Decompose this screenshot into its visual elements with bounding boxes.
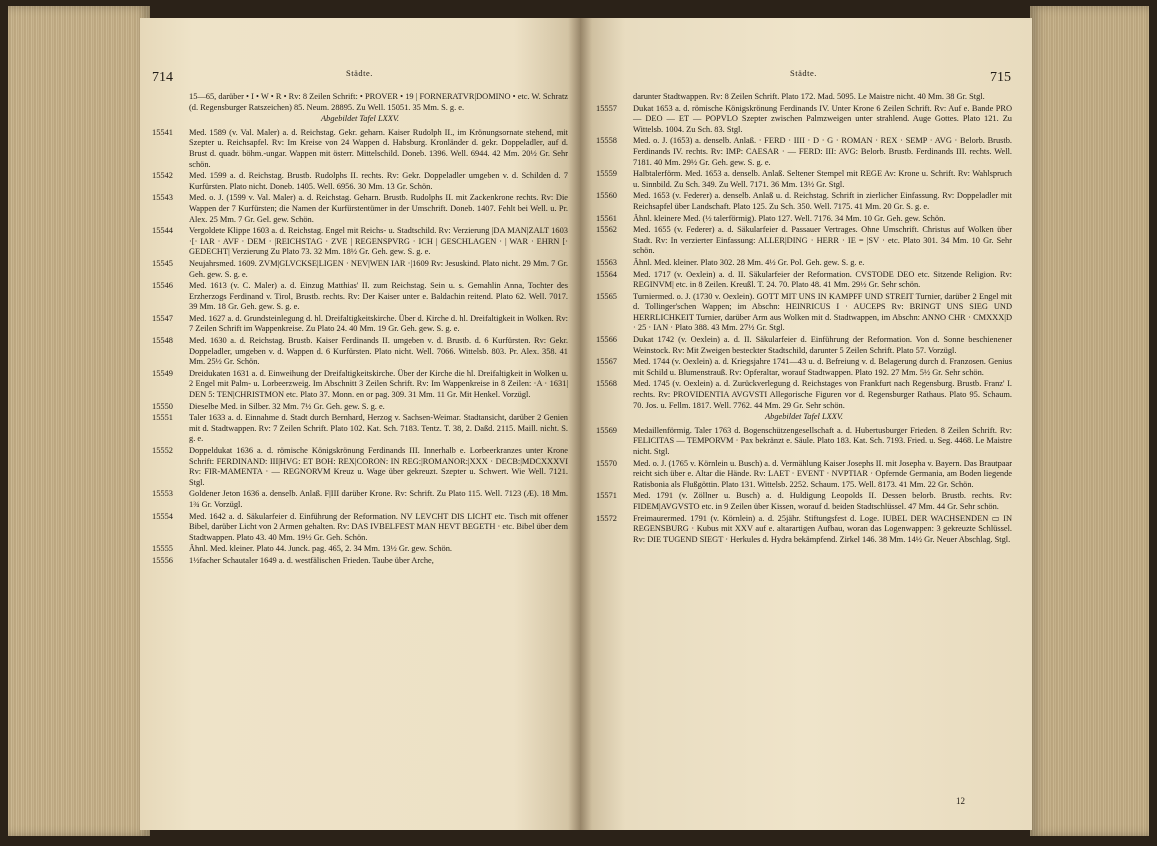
entry-number: 15565 (596, 291, 617, 301)
entry-text: Doppeldukat 1636 a. d. römische Königskrönung Ferdinands III. Innerhalb e. Lorbeerkranzes unter Krone Schrift: FERDINAND: III|HVG: ET BOH: REX|CORON: IN REG:|ROMANOR:|XXX · DECB:|MDCXXXVI Rv: FIR-MAMENTA · — REGNORVM Kreuz u. Wage über gekreuzt. Szepter u. Schwert. Wie Well. 7121. Stgl. (189, 446, 568, 487)
entry-number: 15562 (596, 225, 617, 235)
entry-text: Med. 1589 (v. Val. Maler) a. d. Reichstag. Gekr. geharn. Kaiser Rudolph II., im Krönungsornate stehend, mit Szepter u. Reichsapfel. Rv: Im Kreise von 24 Wappen d. Habsburg. Kronländer d. gekr. Doppeladler, auf d. Brust d. quadr. böhm.-ungar. Wappen mit österr. Mittelschild. Doneb. 1396. Well. 6944. 42 Mm. 20½ Gr. Sehr schön. (189, 127, 568, 169)
left-figure-ref: Abgebildet Tafel LXXV. (321, 114, 399, 124)
entry-number: 15541 (152, 127, 173, 137)
catalog-entry (596, 491, 1012, 512)
entry-number: 15550 (152, 401, 173, 411)
entry-number: 15544 (152, 226, 173, 236)
entry-number: 15564 (596, 269, 617, 279)
catalog-entry (152, 402, 568, 413)
catalog-entry (152, 556, 568, 567)
entry-number: 15556 (152, 555, 173, 565)
entry-text: Med. 1630 a. d. Reichstag. Brustb. Kaiser Ferdinands II. umgeben v. d. Brustb. d. 6 Kurfürsten. Rv: Gekr. Doppeladler, umgeben v. d. Wappen d. 6 Kurfürsten. Plato nicht. Well. 7066. Wittelsb. 803. Pr. Alex. 358. 41 Mm. 25½ Gr. Schön. (189, 336, 568, 367)
entry-number: 15570 (596, 458, 617, 468)
right-entries-a (596, 104, 1012, 412)
entry-text: 1½facher Schautaler 1649 a. d. westfälischen Frieden. Taube über Arche, (189, 555, 434, 565)
catalog-entry (152, 446, 568, 488)
entry-text: Med. 1717 (v. Oexlein) a. d. II. Säkularfeier der Reformation. CVSTODE DEO etc. Sitzende Religion. Rv: REGINVM| etc. in 8 Zeilen. Kreußl. T. 24. 70. Plato 48. 41 Mm. 29½ Gr. Sehr schön. (633, 269, 1012, 290)
entry-number: 15551 (152, 413, 173, 423)
entry-text: Goldener Jeton 1636 a. denselb. Anlaß. F|III darüber Krone. Rv: Schrift. Zu Plato 115. Well. 7123 (Æ). 18 Mm. 1¾ Gr. Vorzügl. (189, 489, 568, 509)
entry-number: 15558 (596, 136, 617, 146)
right-running-header: Städte. (790, 68, 817, 78)
entry-number: 15571 (596, 491, 617, 501)
catalog-entry (152, 544, 568, 555)
entry-text: Med. 1627 a. d. Grundsteinlegung d. hl. Dreifaltigkeitskirche. Über d. Kirche d. hl. Dreifaltigkeit in Wolken. Rv: 7 Zeilen Schrift im Wappenkreise. Zu Plato 24. 40 Mm. 19 Gr. Geh. gew. S. g. e. (189, 313, 568, 334)
right-figure-ref: Abgebildet Tafel LXXV. (765, 412, 843, 422)
catalog-entry (152, 171, 568, 192)
page-edges-right (1030, 6, 1149, 836)
catalog-entry (596, 379, 1012, 411)
catalog-entry (152, 489, 568, 510)
left-column (152, 92, 568, 568)
entry-number: 15549 (152, 368, 173, 378)
entry-number: 15552 (152, 446, 173, 455)
entry-number: 15569 (596, 425, 617, 435)
entry-text: Taler 1633 a. d. Einnahme d. Stadt durch Bernhard, Herzog v. Sachsen-Weimar. Stadtansicht, darüber 2 Genien mit d. Stadtwappen. Rv: 7 Zeilen Schrift. Plato 102. Kat. Sch. 7183. Tentz. T. 38, 2. Daßd. 2115. Maill. nicht. S. g. e. (189, 413, 568, 444)
catalog-entry (596, 104, 1012, 136)
catalog-entry (596, 459, 1012, 491)
entry-number: 15553 (152, 489, 173, 499)
left-intro: 15—65, darüber • I • W • R • Rv: 8 Zeilen Schrift: • PROVER • 19 | FORNERATVR|DOMINO • etc. W. Schratz (d. Regensburger Ratszeichen) 85. Neum. 28895. Zu Well. 15051. 35 Mm. S. g. e. (189, 92, 568, 112)
entry-text: Med. 1655 (v. Federer) a. d. Säkularfeier d. Passauer Vertrages. Ohne Umschrift. Christus auf Wolken über Stadt. Rv: In verzierter Einfassung: ALLER|DING · HERR · IE = |SV · etc. Plato 301. 34 Mm. 10 Gr. Sehr schön. (633, 225, 1012, 256)
entry-text: Med. o. J. (1765 v. Körnlein u. Busch) a. d. Vermählung Kaiser Josephs II. mit Josepha v. Bayern. Das Brautpaar reicht sich über e. Altar die Hände. Rv: LAET · EVENT · NVPTIAR · Opfernde Germania, am Boden liegende Ratisbonia als Flußgöttin. Plato 131. Wittelsb. 2252. Schaum. 175. Well. 8173. 41 Mm. 22 Gr. Schön. (633, 458, 1012, 489)
catalog-entry (596, 270, 1012, 291)
entry-number: 15567 (596, 357, 617, 367)
catalog-entry (152, 336, 568, 368)
catalog-entry (596, 258, 1012, 269)
entry-number: 15566 (596, 335, 617, 345)
right-intro: darunter Stadtwappen. Rv: 8 Zeilen Schrift. Plato 172. Mad. 5095. Le Maistre nicht. 40 Mm. 38 Gr. Stgl. (633, 92, 985, 101)
entry-text: Ähnl. Med. kleiner. Plato 44. Junck. pag. 465, 2. 34 Mm. 13½ Gr. gew. Schön. (189, 544, 453, 554)
entry-text: Dieselbe Med. in Silber. 32 Mm. 7½ Gr. Geh. gew. S. g. e. (189, 401, 385, 411)
entry-text: Med. 1613 (v. C. Maler) a. d. Einzug Matthias' II. zum Reichstag. Sein u. s. Gemahlin Anna, Tochter des Erzherzogs Ferdinand v. Tirol, Brustb. rechts. Rv: Der Kaiser unter e. Baldachin reitend. Plato 62. Well. 7017. 39 Mm. 18 Gr. Geh. gew. S. g. e. (189, 281, 568, 312)
entry-text: Dreidukaten 1631 a. d. Einweihung der Dreifaltigkeitskirche. Über der Kirche die hl. Dreifaltigkeit in Wolken u. 2 Engel mit Palm- u. Lorbeerzweig. Im Abschnitt 3 Zeilen Schrift. Rv: Im Wappenkreise in 8 Zeilen: ·A · 1631| DEN 5: TEN|CHRISTMON etc. Plato 37. Monn. en or pag. 309. 31 Mm. 11 Gr. Mit Henkel. Vorzügl. (189, 368, 568, 400)
catalog-entry (596, 214, 1012, 225)
catalog-entry (596, 169, 1012, 190)
entry-number: 15557 (596, 103, 617, 113)
entry-number: 15554 (152, 511, 173, 521)
entry-number: 15542 (152, 171, 173, 181)
entry-number: 15547 (152, 313, 173, 323)
entry-number: 15543 (152, 193, 173, 203)
catalog-entry (596, 136, 1012, 168)
entry-number: 15560 (596, 191, 617, 201)
entry-text: Ähnl. Med. kleiner. Plato 302. 28 Mm. 4½ Gr. Pol. Geh. gew. S. g. e. (633, 257, 865, 267)
page-edges-left (8, 6, 150, 836)
entry-text: Dukat 1653 a. d. römische Königskrönung Ferdinands IV. Unter Krone 6 Zeilen Schrift. Rv: Auf e. Bande PRO — DEO — ET — POPVLO Szepter zwischen Palmzweigen unter strahlend. Auge Gottes. Plato 121. Zu Wittelsb. 1004. Zu Sch. 83. Stgl. (633, 103, 1012, 134)
right-entries-b (596, 426, 1012, 546)
entry-number: 15561 (596, 213, 617, 223)
catalog-entry (596, 225, 1012, 257)
catalog-entry (152, 413, 568, 445)
catalog-entry (596, 426, 1012, 458)
catalog-entry (596, 357, 1012, 378)
catalog-entry (152, 512, 568, 544)
left-entries (152, 128, 568, 567)
catalog-entry (152, 259, 568, 280)
entry-text: Med. 1791 (v. Zöllner u. Busch) a. d. Huldigung Leopolds II. Dessen belorb. Brustb. rechts. Rv: FIDEM|AVGVSTO etc. in 9 Zeilen über Kissen, worauf d. beiden Stadtschlüssel. 47 Mm. 44 Gr. Sehr schön. (633, 491, 1012, 511)
catalog-entry (152, 281, 568, 313)
entry-number: 15545 (152, 258, 173, 268)
entry-text: Med. 1599 a. d. Reichstag. Brustb. Rudolphs II. rechts. Rv: Gekr. Doppeladler umgeben v. d. Schilden d. 7 Kurfürsten. Plato nicht. Doneb. 1405. Well. 6956. 30 Mm. 13 Gr. Schön. (189, 171, 568, 191)
entry-number: 15548 (152, 336, 173, 346)
entry-text: Medaillenförmig. Taler 1763 d. Bogenschützengesellschaft a. d. Hubertusburger Frieden. 8 Zeilen Schrift. Rv: FELICITAS — TEMPORVM · Pax bekränzt e. Säule. Plato 183. Kat. Sch. 7193. Fried. u. Seg. 4468. Le Maistre nicht. Stgl. (633, 425, 1012, 456)
entry-number: 15568 (596, 379, 617, 389)
catalog-entry (596, 292, 1012, 334)
catalog-entry (596, 514, 1012, 546)
catalog-entry (152, 314, 568, 335)
catalog-entry (152, 128, 568, 170)
catalog-entry (152, 193, 568, 225)
catalog-entry (152, 226, 568, 258)
right-page-number: 715 (990, 70, 1011, 85)
entry-number: 15563 (596, 257, 617, 267)
catalog-entry (596, 335, 1012, 356)
entry-text: Med. 1745 (v. Oexlein) a. d. Zurückverlegung d. Reichstages von Frankfurt nach Regensburg. Brustb. Franz' I. rechts. Rv: PROVIDENTIA AVGVSTI Allegorische Figuren vor d. Regensburger Rathaus. Plato 95. Schaum. 70. Jos. u. Fellm. 1817. Well. 7762. 44 Mm. 29 Gr. Sehr schön. (633, 379, 1012, 410)
entry-number: 15572 (596, 513, 617, 523)
entry-text: Turniermed. o. J. (1730 v. Oexlein). GOTT MIT UNS IN KAMPFF UND STREIT Turnier, darüber 2 Engel mit d. Tollinger'schen Wappen; im Abschn: HEINRICUS I · AUCEPS Rv: BRINGT UNS SIEG UND HERRLICHKEIT Turnier, darüber Arm aus Wolken mit d. Stadtwappen, im Abschn: ANNO CHR · CMXXX|D · 25 · IAN · Plato 388. 43 Mm. 27½ Gr. Stgl. (633, 291, 1012, 333)
entry-text: Dukat 1742 (v. Oexlein) a. d. II. Säkularfeier d. Einführung der Reformation. Von d. Sonne beschienener Weinstock. Rv: Mit Zweigen besteckter Stadtschild, darunter 5 Zeilen Schrift. Plato 57. Vorzügl. (633, 335, 1012, 355)
entry-text: Freimaurermed. 1791 (v. Körnlein) a. d. 25jähr. Stiftungsfest d. Loge. IUBEL DER WACHSENDEN ▭ IN REGENSBURG · Kubus mit XXV auf e. altarartigen Aufbau, woran das Logenwappen: 3 gekreuzte Schlüssel. Rv: DIE TUGEND SIEGT · Herkules d. Hydra bekämpfend. Zirkel 146. 38 Mm. 14½ Gr. Neuer Abschlag. Stgl. (633, 513, 1012, 544)
left-running-header: Städte. (346, 68, 373, 78)
catalog-entry (596, 191, 1012, 212)
entry-text: Med. o. J. (1653) a. denselb. Anlaß. · FERD · IIII · D · G · ROMAN · REX · SEMP · AVG · Belorb. Brustb. Ferdinands IV. rechts. Rv: IMP: CAESAR · — FERD: III: AVG: Belorb. Brustb. Ferdinands III. rechts. Well. 7181. 40 Mm. 29½ Gr. Geh. gew. S. g. e. (633, 136, 1012, 167)
entry-text: Med. 1642 a. d. Säkularfeier d. Einführung der Reformation. NV LEVCHT DIS LICHT etc. Tisch mit offener Bibel, darüber Licht von 2 Armen gehalten. Rv: DAS IVBELFEST MAN HEVT BEGETH · etc. Bibel über dem Stadtwappen. Plato 43. 40 Mm. 19½ Gr. Geh. Schön. (189, 511, 568, 542)
entry-text: Neujahrsmed. 1609. ZVM|GLVCKSE|LIGEN · NEV|WEN IAR ·|1609 Rv: Jesuskind. Plato nicht. 29 Mm. 7 Gr. Geh. gew. S. g. e. (189, 258, 568, 279)
left-page-number: 714 (152, 70, 173, 85)
entry-text: Vergoldete Klippe 1603 a. d. Reichstag. Engel mit Reichs- u. Stadtschild. Rv: Verzierung |DA MAN|ZALT 1603 ·[· IAR · AVF · DEM · |REICHSTAG · ZVE | REGENSPVRG · ICH | GESCHLAGEN · | WAR · EHRN [· GEDECHT| Verzierung Zu Plato 73. 32 Mm. 18½ Gr. Geh. gew. S. g. e. (189, 226, 568, 257)
entry-text: Med. o. J. (1599 v. Val. Maler) a. d. Reichstag. Geharn. Brustb. Rudolphs II. mit Zackenkrone rechts. Rv: Die Wappen der 7 Kurfürsten; die Namen der Kurfürstentümer in der Umschrift. Doneb. 1407. Fehlt bei Well. u. Pr. Alex. 25 Mm. 7 Gr. Gel. gew. Schön. (189, 193, 568, 224)
entry-text: Med. 1744 (v. Oexlein) a. d. Kriegsjahre 1741—43 u. d. Befreiung v. d. Belagerung durch d. Franzosen. Genius mit Schild u. Blumenstrauß. Rv: Opferaltar, worauf Stadtwappen. Plato 192. 27 Mm. 5½ Gr. Sehr schön. (633, 357, 1012, 377)
right-column (596, 92, 1012, 546)
book-gutter (568, 18, 592, 830)
folio-number: 12 (956, 796, 965, 806)
entry-number: 15555 (152, 544, 173, 554)
catalog-entry (152, 369, 568, 401)
entry-text: Ähnl. kleinere Med. (½ talerförmig). Plato 127. Well. 7176. 34 Mm. 10 Gr. Geh. gew. Schön. (633, 213, 946, 223)
entry-number: 15546 (152, 281, 173, 291)
entry-text: Halbtalerförm. Med. 1653 a. denselb. Anlaß. Seltener Stempel mit REGE Av: Krone u. Schrift. Rv: Wahlspruch u. Sinnbild. Zu Sch. 349. Zu Well. 7171. 36 Mm. 13½ Gr. Stgl. (633, 169, 1012, 189)
entry-text: Med. 1653 (v. Federer) a. denselb. Anlaß u. d. Reichstag. Schrift in zierlicher Einfassung. Rv: Doppeladler mit Reichsapfel über Landschaft. Plato 125. Zu Sch. 350. Well. 7175. 41 Mm. 20 Gr. S. g. e. (633, 191, 1012, 211)
entry-number: 15559 (596, 169, 617, 179)
